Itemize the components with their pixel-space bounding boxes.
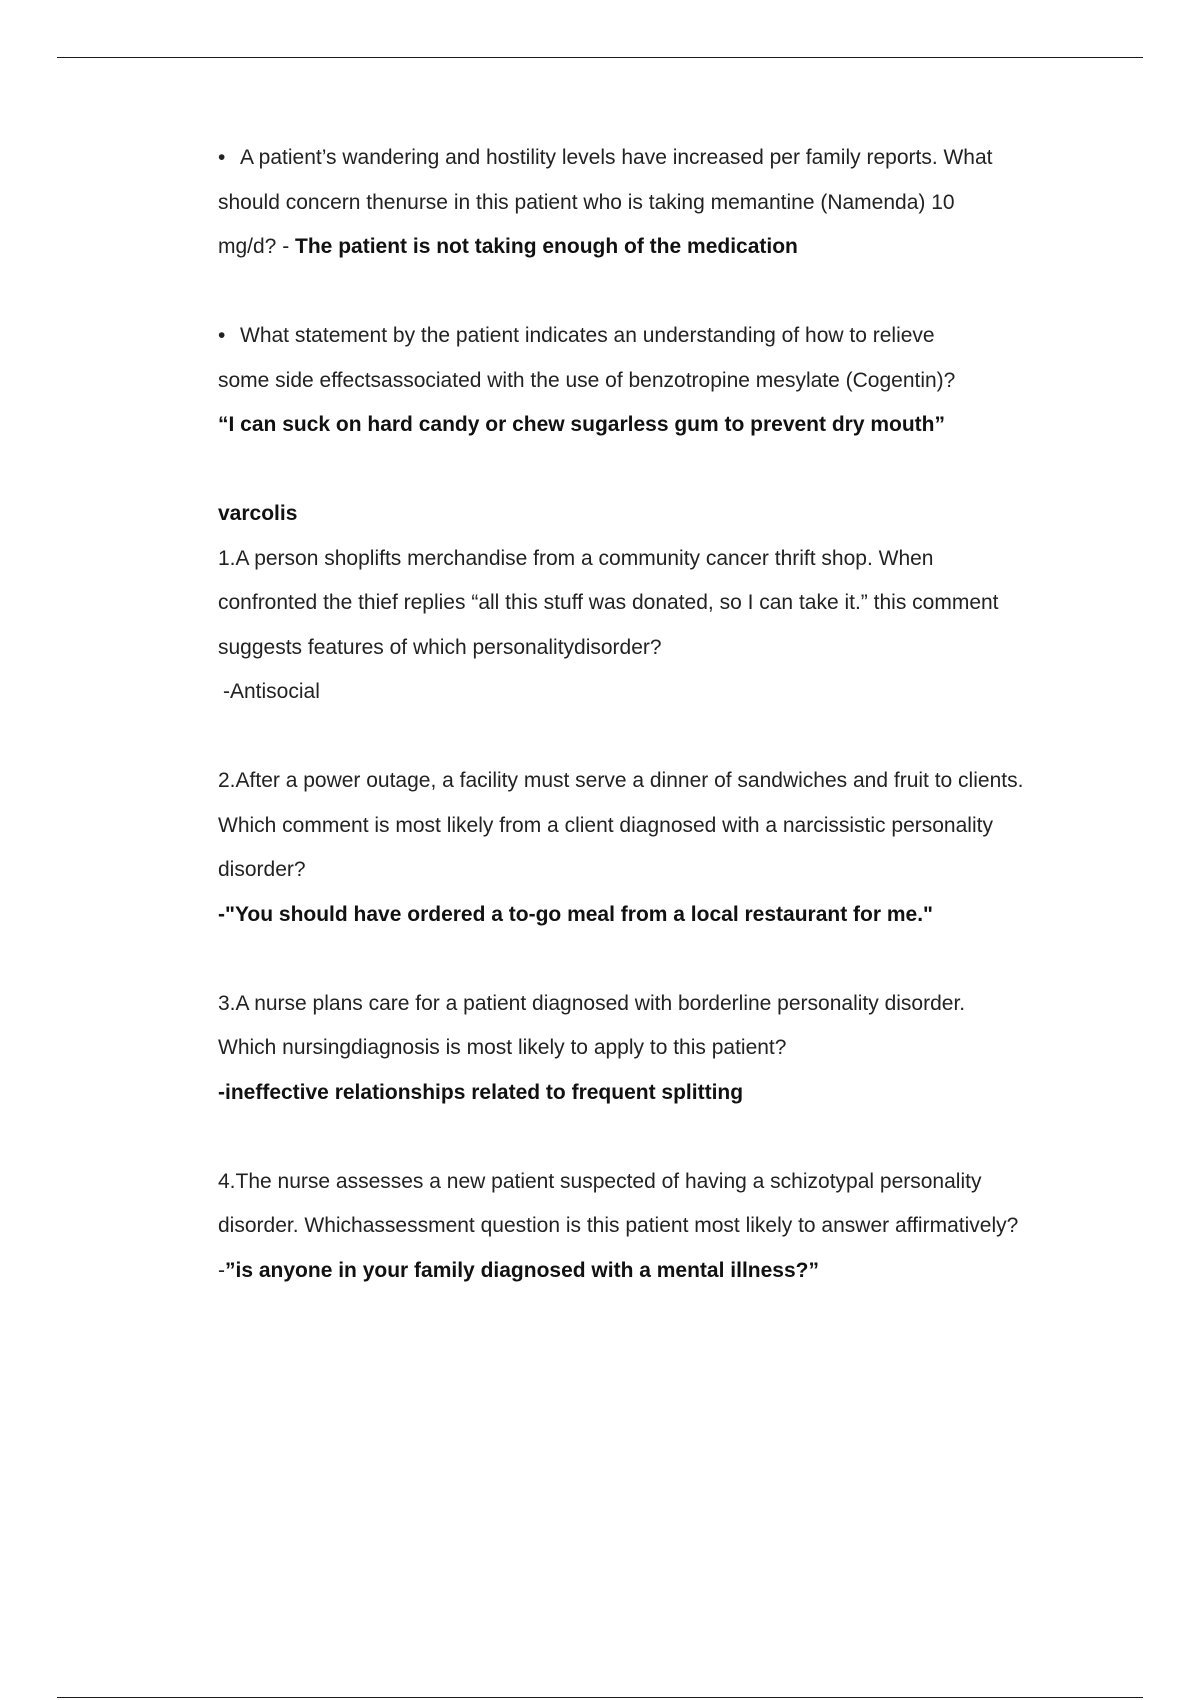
answer-text: -"You should have ordered a to-go meal from a local restaurant for me."	[218, 902, 933, 926]
question-line: • A patient’s wandering and hostility levels have increased per family reports. What	[218, 136, 1098, 181]
question-line: 1.A person shoplifts merchandise from a community cancer thrift shop. When	[218, 546, 934, 570]
question-line: 2.After a power outage, a facility must serve a dinner of sandwiches and fruit to clients.	[218, 769, 1024, 792]
answer-prefix: -	[218, 1258, 225, 1282]
question-1	[218, 492, 1098, 715]
document-body	[218, 136, 1098, 1338]
question-line: disorder?	[218, 858, 306, 881]
question-line: suggests features of which personalitydisorder?	[218, 635, 662, 659]
question-line: disorder. Whichassessment question is this patient most likely to answer affirmatively?	[218, 1214, 1019, 1237]
question-line: some side effectsassociated with the use of benzotropine mesylate (Cogentin)?	[218, 368, 956, 392]
question-text: mg/d? -	[218, 235, 296, 258]
question-line: Which comment is most likely from a client diagnosed with a narcissistic personality	[218, 813, 993, 837]
question-line: Which nursingdiagnosis is most likely to apply to this patient?	[218, 1036, 787, 1059]
question-line: 3.A nurse plans care for a patient diagnosed with borderline personality disorder.	[218, 991, 966, 1015]
top-rule	[57, 57, 1143, 58]
section-heading: varcolis	[218, 502, 298, 525]
answer-line	[218, 1249, 1098, 1294]
question-3	[218, 982, 1098, 1116]
bullet-icon: •	[218, 324, 226, 347]
bullet-question-1	[218, 136, 1098, 270]
question-line: • What statement by the patient indicates an understanding of how to relieve	[218, 314, 1098, 359]
question-line: should concern thenurse in this patient who is taking memantine (Namenda) 10	[218, 190, 955, 214]
answer-text: -ineffective relationships related to frequent splitting	[218, 1080, 744, 1104]
question-line: confronted the thief replies “all this stuff was donated, so I can take it.” this comment	[218, 591, 999, 614]
answer-text: ”is anyone in your family diagnosed with a mental illness?”	[225, 1258, 819, 1282]
question-2	[218, 759, 1098, 937]
bottom-rule	[57, 1697, 1143, 1698]
bullet-question-2	[218, 314, 1098, 448]
question-line	[218, 225, 1098, 270]
answer-text: The patient is not taking enough of the medication	[295, 235, 798, 258]
question-4	[218, 1160, 1098, 1294]
answer-text: -Antisocial	[223, 680, 320, 703]
answer-text: “I can suck on hard candy or chew sugarless gum to prevent dry mouth”	[218, 413, 946, 436]
question-line: 4.The nurse assesses a new patient suspected of having a schizotypal personality	[218, 1169, 982, 1193]
bullet-icon: •	[218, 146, 226, 169]
